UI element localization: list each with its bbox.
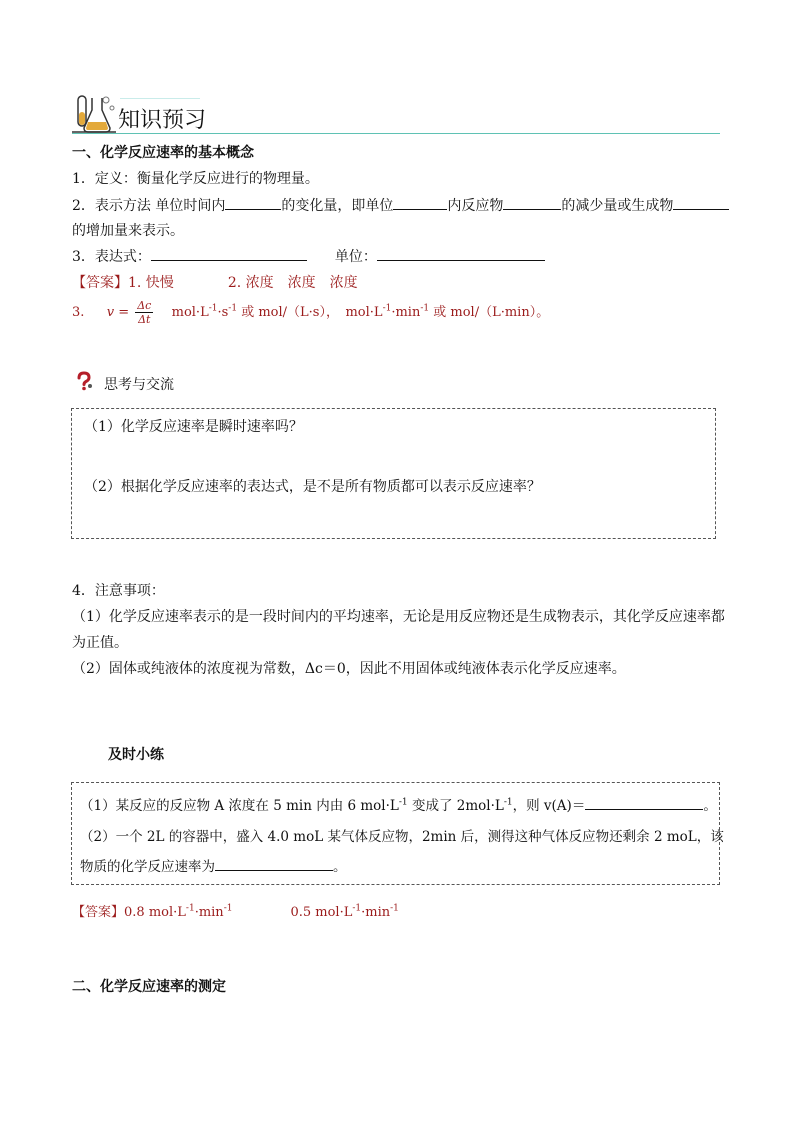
expression-line — [72, 246, 545, 266]
think-question-1: （1）化学反应速率是瞬时速率吗？ — [84, 419, 303, 435]
answer-line-1 — [72, 272, 358, 292]
method-line-2: 的增加量来表示。 — [72, 223, 184, 239]
answer-line-3 — [72, 300, 549, 325]
answer-2: 2. 浓度 浓度 浓度 — [227, 275, 358, 291]
think-question-2: （2）根据化学反应速率的表达式，是不是所有物质都可以表示反应速率？ — [84, 479, 541, 495]
blank-3[interactable] — [503, 195, 561, 210]
practice-1: （1）某反应的反应物 A 浓度在 5 min 内由 6 $mol\cdot L^{-1}$ 变成了 $2mol\cdot L^{-1}$，则 v(A)＝ 。 — [80, 794, 717, 814]
method-line — [72, 195, 729, 215]
practice-answer — [72, 901, 399, 920]
question-icon — [74, 371, 94, 391]
practice-2b: 物质的化学反应速率为 。 — [80, 855, 347, 875]
method-text-c: 内反应物 — [447, 198, 504, 214]
blank-1[interactable] — [225, 195, 281, 210]
unit-blank[interactable] — [377, 246, 545, 261]
page-title: 知识预习 — [118, 108, 207, 133]
blank-2[interactable] — [393, 195, 447, 210]
note-2: （2）固体或纯液体的浓度视为常数，Δc＝0，因此不用固体或纯液体表示化学反应速率。 — [72, 661, 626, 677]
notes-heading: 4．注意事项： — [72, 583, 165, 599]
header-rule — [72, 133, 720, 134]
method-text-d: 的减少量或生成物 — [561, 198, 674, 214]
method-text-b: 的变化量，即单位 — [281, 198, 394, 214]
note-1b: 为正值。 — [72, 635, 128, 651]
formula-v: v — [106, 305, 115, 320]
answer-3-number: 3. — [72, 305, 85, 320]
blank-4[interactable] — [673, 195, 729, 210]
practice-2-blank[interactable] — [215, 856, 333, 871]
answer-1: 1. 快慢 — [128, 275, 174, 291]
definition-line: 1．定义：衡量化学反应进行的物理量。 — [72, 171, 319, 187]
think-label: 思考与交流 — [104, 377, 174, 393]
unit-label: 单位： — [334, 249, 377, 265]
practice-1-blank[interactable] — [585, 795, 703, 810]
flask-icon — [70, 92, 118, 134]
practice-answer-2: 0.5 $mol\cdot L^{-1}\cdot\min^{-1}$ — [290, 903, 399, 920]
formula-equals: = — [118, 305, 130, 320]
answer-3-units: $mol\cdot L^{-1}\cdot s^{-1}$ 或 mol/（L·s）， $mol\cdot L^{-1}\cdot\min^{-1}$ 或 mol/（L·min）。 — [171, 303, 550, 320]
header-top-rule — [120, 98, 200, 99]
section-heading-1: 一、化学反应速率的基本概念 — [72, 145, 254, 161]
section-heading-2: 二、化学反应速率的测定 — [72, 979, 226, 995]
expression-label: 3．表达式： — [72, 249, 151, 265]
practice-heading: 及时小练 — [108, 747, 164, 763]
note-1a: （1）化学反应速率表示的是一段时间内的平均速率，无论是用反应物还是生成物表示，其化学反应速率都 — [72, 609, 725, 625]
practice-2a: （2）一个 2L 的容器中，盛入 4.0 moL 某气体反应物，2min 后，测得这种气体反应物还剩余 2 moL，该 — [80, 829, 724, 845]
formula-fraction — [135, 300, 153, 325]
answer-tag: 【答案】 — [72, 275, 128, 291]
fraction-denominator: Δt — [138, 313, 151, 326]
practice-answer-tag: 【答案】 — [72, 905, 125, 920]
practice-answer-1: 0.8 $mol\cdot L^{-1}\cdot\min^{-1}$ — [124, 903, 233, 920]
fraction-numerator: Δc — [137, 299, 152, 312]
expression-blank[interactable] — [151, 246, 307, 261]
method-text-a: 2．表示方法 单位时间内 — [72, 198, 226, 214]
